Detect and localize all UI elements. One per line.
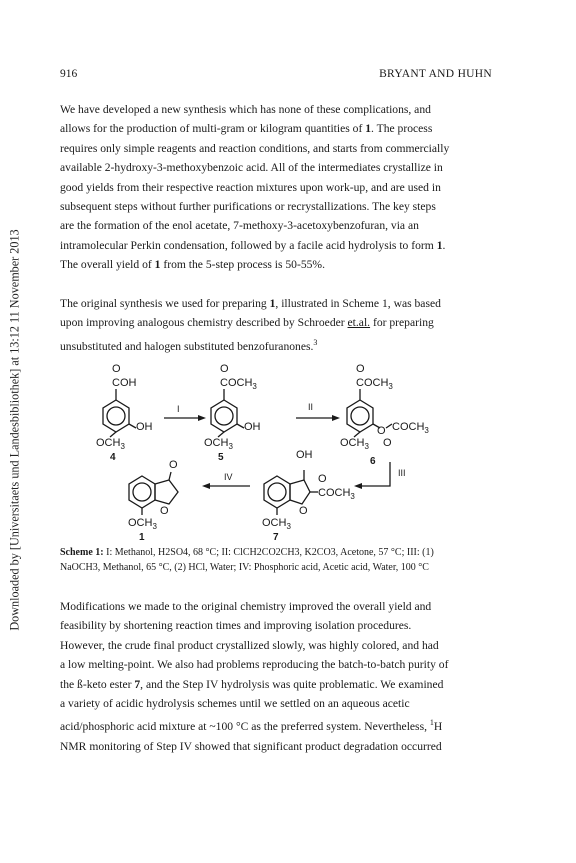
compound-ref: 1	[154, 258, 161, 272]
text-line: allows for the production of multi-gram or kilogram quantities of 1. The process	[60, 122, 433, 136]
hydroxyl-7: OH	[296, 449, 313, 461]
text-line: intramolecular Perkin condensation, followed by a facile acid hydrolysis to form 1.	[60, 238, 446, 252]
compound-ref: 1	[365, 122, 372, 136]
text-line: available 2-hydroxy-3-methoxybenzoic acid. All of the intermediates crystallize in	[60, 161, 443, 175]
methoxy-6: $OCH_3$	[340, 437, 369, 451]
paragraph-original-synthesis	[60, 294, 492, 356]
methoxy-1: $OCH_3$	[128, 517, 157, 531]
download-watermark	[0, 0, 30, 863]
compound-ref: 7	[134, 677, 141, 691]
scheme-caption	[60, 546, 500, 575]
text-line: a low melting-point. We also had problems reproducing the batch-to-batch purity of	[60, 658, 449, 672]
carbonyl-o-6: O	[356, 363, 365, 375]
text-line: good yields from their respective reaction mixtures upon work-up, and are used in	[60, 180, 441, 194]
compound-label-1: 1	[139, 532, 145, 543]
aromatic-circle-4	[107, 407, 125, 425]
carbonyl-o-6b: O	[383, 437, 392, 449]
caption-line: NaOCH3, Methanol, 65 °C, (2) HCl, Water; IV: Phosphoric acid, Acetic acid, Water, 100 °C	[60, 561, 429, 573]
compound-label-7: 7	[273, 532, 279, 543]
running-head: BRYANT AND HUHN	[379, 68, 492, 80]
step-label-4: IV	[224, 472, 233, 482]
text-line: a variety of acidic hydrolysis schemes until we settled on an aqueous acetic	[60, 697, 410, 711]
compound-label-4: 4	[110, 452, 116, 463]
methoxy-7: $OCH_3$	[262, 517, 291, 531]
page-number: 916	[60, 68, 78, 80]
text-line: The overall yield of 1 from the 5-step process is 50-55%.	[60, 258, 325, 272]
paragraph-synthesis-overview	[60, 100, 492, 275]
furan-ring-7	[290, 480, 310, 504]
text-line: feasibility by shortening reaction times and improving isolation procedures.	[60, 619, 412, 633]
text-line: However, the crude final product crystallized slowly, was highly colored, and had	[60, 638, 439, 652]
ring-o-7: O	[299, 505, 308, 517]
aromatic-circle-7	[268, 483, 286, 501]
hydroxyl-5: OH	[244, 421, 261, 433]
compound-ref: 1	[436, 238, 443, 252]
text-line: subsequent steps without further purifications or recrystallizations. The key steps	[60, 200, 436, 214]
aromatic-circle-1	[133, 483, 151, 501]
text-line: requires only simple reagents and reaction conditions, and starts from commercially	[60, 141, 450, 155]
compound-ref: 1	[269, 297, 276, 310]
hydroxyl-4: OH	[136, 421, 153, 433]
text-line: The original synthesis we used for preparing 1, illustrated in Scheme 1, was based	[60, 297, 441, 310]
text-line: the ß-keto ester 7, and the Step IV hydrolysis was quite problematic. We examined	[60, 677, 444, 691]
ring-o-1: O	[160, 505, 169, 517]
acetate-6: $COCH_3$	[392, 421, 429, 435]
substituent-4: COH	[112, 377, 137, 389]
text-line: We have developed a new synthesis which has none of these complications, and	[60, 103, 431, 116]
ether-o-6: O	[377, 425, 386, 437]
text-line: acid/phosphoric acid mixture at ~100 °C as the preferred system. Nevertheless, $^1$H	[60, 718, 443, 734]
compound-label-5: 5	[218, 452, 224, 463]
download-watermark-text: Downloaded by [Universitaets und Landesbibliothek] at 13:12 11 November 2013	[7, 229, 22, 631]
carbonyl-o-1: O	[169, 459, 178, 471]
arrow-step-3	[362, 462, 390, 486]
carbonyl-o-4: O	[112, 363, 121, 375]
carbonyl-o-5: O	[220, 363, 229, 375]
step-label-2: II	[308, 402, 314, 412]
reaction-scheme	[90, 362, 490, 549]
caption-line: Scheme 1: I: Methanol, H2SO4, 68 °C; II: ClCH2CO2CH3, K2CO3, Acetone, 57 °C; III: (1)	[60, 547, 434, 558]
reference-superscript: 3	[313, 337, 318, 347]
step-label-3: III	[398, 468, 406, 478]
text-line: unsubstituted and halogen substituted benzofuranones.$^3$	[60, 337, 318, 353]
substituent-7: $COCH_3$	[318, 487, 355, 501]
substituent-6: $COCH_3$	[356, 377, 393, 391]
carbonyl-o-7: O	[318, 473, 327, 485]
reaction-scheme-drawing	[90, 362, 490, 544]
furanone-ring-1	[155, 480, 178, 504]
methoxy-5: $OCH_3$	[204, 437, 233, 451]
methoxy-4: $OCH_3$	[96, 437, 125, 451]
compound-label-6: 6	[370, 456, 376, 467]
text-line: NMR monitoring of Step IV showed that significant product degradation occurred	[60, 739, 442, 753]
text-line: Modifications we made to the original chemistry improved the overall yield and	[60, 600, 432, 613]
citation-etal: et.al.	[347, 316, 371, 330]
paragraph-modifications	[60, 597, 492, 756]
aromatic-circle-6	[351, 407, 369, 425]
text-line: upon improving analogous chemistry described by Schroeder et.al. for preparing	[60, 316, 434, 330]
aromatic-circle-5	[215, 407, 233, 425]
substituent-5: $COCH_3$	[220, 377, 257, 391]
step-label-1: I	[177, 404, 180, 414]
caption-label: Scheme 1:	[60, 547, 104, 558]
text-line: are the formation of the enol acetate, 7-methoxy-3-acetoxybenzofuran, via an	[60, 219, 419, 233]
